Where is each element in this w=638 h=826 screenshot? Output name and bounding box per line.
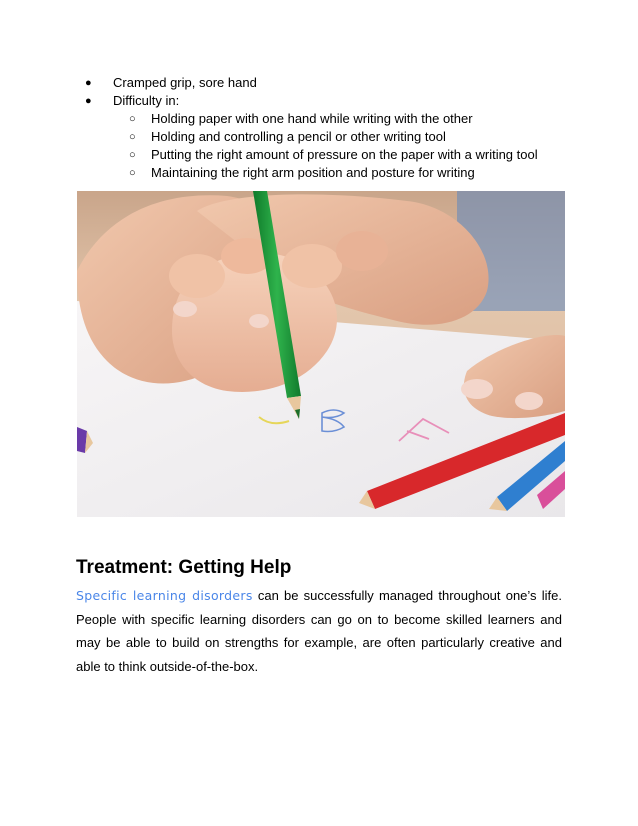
fingernail	[515, 392, 543, 410]
list-item-text: Difficulty in:	[113, 93, 180, 108]
knuckle	[336, 231, 388, 271]
list-item-text: Cramped grip, sore hand	[113, 75, 257, 90]
bullet-icon: ●	[85, 77, 92, 89]
sub-list-item-text: Maintaining the right arm position and posture for writing	[151, 165, 475, 180]
circle-bullet-icon: ○	[129, 149, 136, 161]
list-item	[76, 74, 538, 92]
sub-list-item-text: Holding paper with one hand while writing with the other	[151, 111, 473, 126]
treatment-paragraph	[76, 584, 562, 678]
knuckle	[169, 254, 225, 298]
specific-learning-disorders-link[interactable]: Specific learning disorders	[76, 588, 253, 603]
handwriting-photo	[77, 191, 565, 517]
list-item	[76, 92, 538, 182]
sub-list-item	[113, 128, 538, 146]
sub-list-item	[113, 110, 538, 128]
fingernail	[173, 301, 197, 317]
section-heading: Treatment: Getting Help	[76, 557, 292, 578]
sub-list-item-text: Putting the right amount of pressure on the paper with a writing tool	[151, 147, 538, 162]
sub-list-item-text: Holding and controlling a pencil or other writing tool	[151, 129, 446, 144]
circle-bullet-icon: ○	[129, 167, 136, 179]
symptom-list	[76, 74, 538, 182]
bullet-icon: ●	[85, 95, 92, 107]
sub-list-item	[113, 146, 538, 164]
difficulty-sublist	[113, 110, 538, 182]
circle-bullet-icon: ○	[129, 131, 136, 143]
fingernail	[249, 314, 269, 328]
circle-bullet-icon: ○	[129, 113, 136, 125]
paragraph-text: can be successfully managed throughout one’s life. People with specific learning disorders can go on to become skilled learners and may be able to build on strengths for example, are often particularly creative and able to think outside-of-the-box.	[76, 588, 562, 674]
handwriting-illustration	[77, 191, 565, 517]
fingernail	[461, 379, 493, 399]
knuckle	[282, 244, 342, 288]
sub-list-item	[113, 164, 538, 182]
